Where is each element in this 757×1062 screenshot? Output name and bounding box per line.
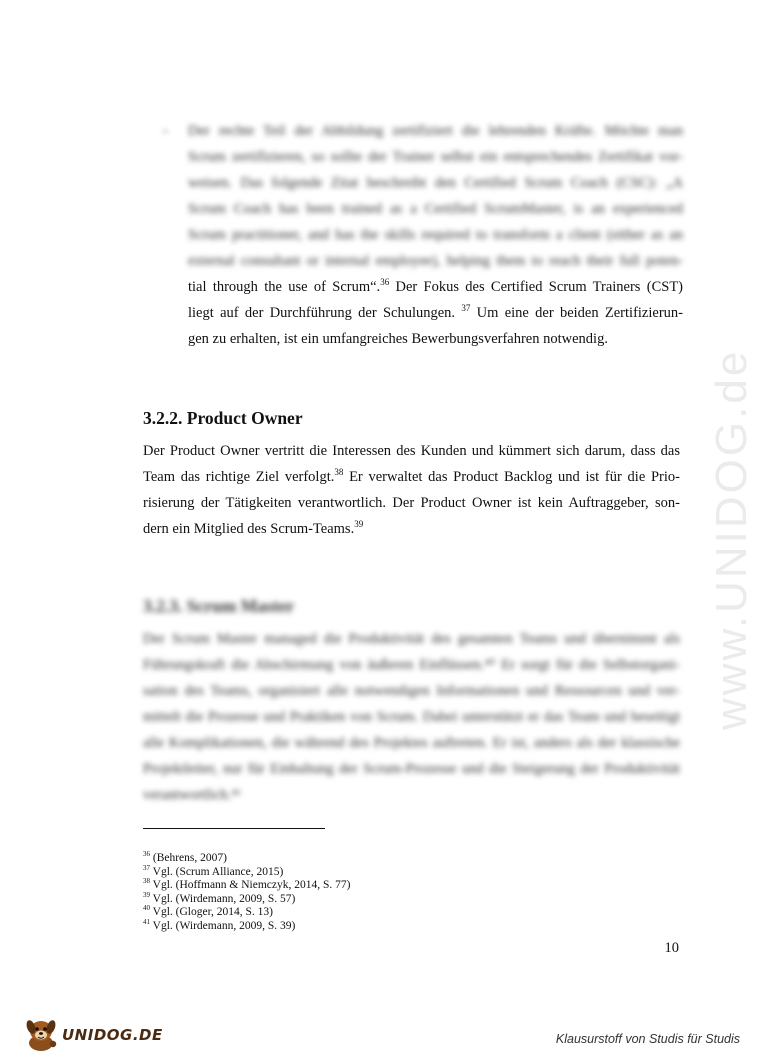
text-span: liegt auf der Durchführung der Schulungen. <box>188 305 456 321</box>
blurred-line: Scrum Coach has been trained as a Certified ScrumMaster, is an experienced <box>188 201 683 217</box>
text-span: Um eine der beiden Zertifizierun- <box>470 305 683 321</box>
footnote <box>143 890 350 907</box>
footnote <box>143 906 350 920</box>
text-line: gen zu erhalten, ist ein umfangreiches Bewerbungsverfahren notwendig. <box>188 331 608 347</box>
blurred-line: Führungskraft die Abschirmung von äußeren Einflüssen.⁴⁰ Er sorgt für die Selbstorgani- <box>143 657 680 673</box>
footnote-text: Vgl. (Hoffmann & Niemczyk, 2014, S. 77) <box>150 879 351 891</box>
footnote <box>143 863 350 880</box>
footnote-text: Vgl. (Wirdemann, 2009, S. 39) <box>150 919 296 932</box>
footnote-text: Vgl. (Scrum Alliance, 2015) <box>150 865 284 878</box>
footnote-ref[interactable]: 39 <box>354 519 364 530</box>
text-span: tial through the use of Scrum“. <box>188 279 381 295</box>
footnote-text: Vgl. (Gloger, 2014, S. 13) <box>150 906 273 918</box>
footnote-text: Vgl. (Wirdemann, 2009, S. 57) <box>150 892 296 905</box>
dog-mascot-icon <box>22 1017 60 1053</box>
text-line: Der Product Owner vertritt die Interessen des Kunden und kümmert sich darum, dass das <box>143 443 680 459</box>
text-line <box>188 274 683 300</box>
footnote-number: 40 <box>143 904 150 913</box>
footnote-number: 41 <box>143 917 150 926</box>
blurred-line: mittelt die Prozesse und Praktiken von Scrum. Dabei unterstützt er das Team und beseitigt <box>143 709 680 725</box>
blurred-line: verantwortlich.⁴¹ <box>143 787 241 803</box>
text-line <box>143 516 680 542</box>
footnote-number: 38 <box>143 877 150 886</box>
footnote-number: 39 <box>143 890 150 899</box>
footnote <box>143 852 350 866</box>
text-line <box>188 300 683 326</box>
blurred-line: weisen. Das folgende Zitat beschreibt den Certified Scrum Coach (CSC): „A <box>188 175 683 191</box>
bullet-dash: - <box>163 123 168 139</box>
footnote <box>143 917 350 934</box>
text-span: dern ein Mitglied des Scrum-Teams. <box>143 521 355 537</box>
blurred-line: Der Scrum Master managed die Produktivität des gesamten Teams und übernimmt als <box>143 631 680 647</box>
logo-text: UNIDOG.DE <box>62 1026 163 1044</box>
blurred-line: Scrum zertifizieren, so sollte der Trainer selbst ein entsprechendes Zertifikat vor- <box>188 149 683 165</box>
footnote-ref[interactable]: 36 <box>380 277 390 288</box>
section-heading: 3.2.2. Product Owner <box>143 408 303 428</box>
tagline: Klausurstoff von Studis für Studis <box>555 1032 740 1046</box>
footnote-ref[interactable]: 38 <box>334 467 344 478</box>
blurred-line: external consultant or internal employee), helping them to reach their full poten- <box>188 253 683 269</box>
footnote-ref[interactable]: 37 <box>461 303 471 314</box>
footnote <box>143 879 350 893</box>
watermark: www.UNIDOG.de <box>707 348 756 730</box>
blurred-line: alle Komplikationen, die während des Projektes auftreten. Er ist, anders als der klassische <box>143 735 680 751</box>
text-span: Team das richtige Ziel verfolgt. <box>143 469 335 485</box>
footnote-divider <box>143 828 325 829</box>
footnote-number: 37 <box>143 863 150 872</box>
blurred-line: sation des Teams, organisiert alle notwendigen Informationen und Ressourcen und ver- <box>143 683 680 699</box>
footnotes <box>143 852 350 933</box>
text-line <box>143 464 680 490</box>
blurred-line: Projektleiter, nur für Einhaltung der Scrum-Prozesse und die Steigerung der Produktivität <box>143 761 680 777</box>
section-heading-blurred: 3.2.3. Scrum Master <box>143 596 295 616</box>
page-number: 10 <box>664 940 679 956</box>
text-line: risierung der Tätigkeiten verantwortlich. Der Product Owner ist kein Auftraggeber, son- <box>143 495 680 511</box>
text-span: Er verwaltet das Product Backlog und ist für die Prio- <box>343 469 680 485</box>
site-logo[interactable] <box>22 1015 163 1055</box>
blurred-line: Scrum practitioner, and has the skills required to transform a client (either as an <box>188 227 683 243</box>
blurred-line: Der rechte Teil der Abbildung zertifiziert die lehrenden Kräfte. Möchte man <box>188 123 683 139</box>
footnote-number: 36 <box>143 850 150 859</box>
text-span: Der Fokus des Certified Scrum Trainers (CST) <box>389 279 684 295</box>
footnote-text: (Behrens, 2007) <box>150 852 227 864</box>
